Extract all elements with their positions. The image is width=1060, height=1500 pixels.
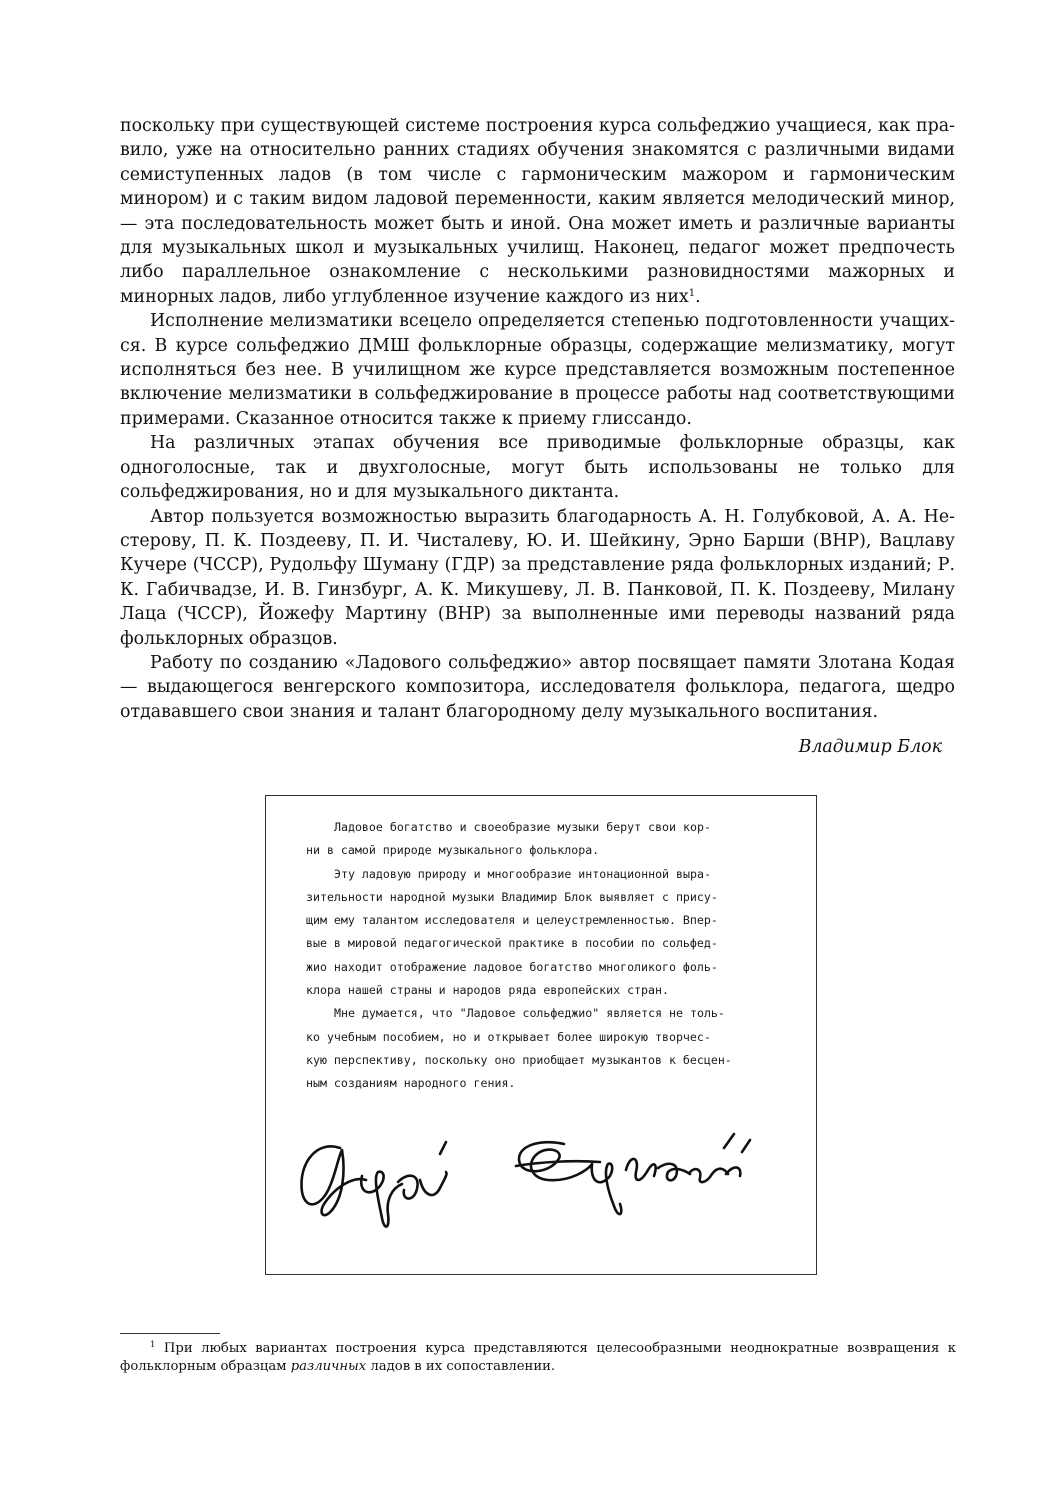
footnote-mark: 1 — [150, 1340, 156, 1350]
letter-line: кую перспективу, поскольку оно приобщает музыкантов к бесцен- — [306, 1052, 732, 1067]
footnote-text-end: ладов в их сопоставлении. — [366, 1358, 556, 1374]
letter-line: клора нашей страны и народов ряда европейских стран. — [306, 983, 669, 998]
letter-line: ни в самой природе музыкального фольклора. — [306, 843, 600, 858]
paragraph-1-text: поскольку при существующей системе построения курса сольфеджио учащиеся, как правило, уже на относительно ранних стадиях обучения знакомятся с различными видами семиступенных ладов (в том числе с гармоническим мажором и гармоническим минором) и с таким видом ладовой переменности, каким является мелодический минор, — эта последовательность может быть и иной. Она может иметь и различные варианты для музыкальных школ и музыкальных училищ. Наконец, педагог может предпочесть либо параллельное ознакомление с несколькими разновидностями мажорных и минорных ладов, либо углубленное изучение каждого из них — [120, 116, 955, 307]
footnote — [120, 1340, 956, 1375]
letter-line: зительности народной музыки Владимир Блок выявляет с прису- — [306, 889, 718, 904]
letter-facsimile — [265, 795, 817, 1275]
letter-line: ным созданиям народного гения. — [306, 1076, 516, 1091]
paragraph-2: Исполнение мелизматики всецело определяется степенью подготовленности учащихся. В курсе сольфеджио ДМШ фольклорные образцы, содержащие мелизматику, могут исполняться без нее. В училищном же курсе представляется возможным постепенное включение мелизматики в сольфеджирование в процессе работы над соответствующими примерами. Сказанное относится также к приему глиссандо. — [120, 311, 955, 429]
letter-text — [306, 816, 780, 1096]
paragraph-3: На различных этапах обучения все приводимые фольклорные образцы, как одноголосные, так и двухголосные, могут быть использованы не только для сольфеджирования, но и для музыкального диктанта. — [120, 433, 955, 503]
footnote-text: При любых вариантах построения курса представляются целесообразными неоднократные возвращения к фольклорным образцам — [120, 1341, 957, 1374]
letter-line: вые в мировой педагогической практике в пособии по сольфед- — [306, 936, 718, 951]
handwritten-signature — [288, 1114, 798, 1244]
letter-line: ко учебным пособием, но и открывает более широкую творчес- — [306, 1029, 711, 1044]
footnote-rule — [120, 1333, 220, 1334]
letter-line: Мне думается, что "Ладовое сольфеджио" является не толь- — [334, 1006, 725, 1021]
letter-line: Ладовое богатство и своеобразие музыки берут свои кор- — [334, 820, 711, 834]
footnote-ref[interactable]: 1 — [688, 287, 696, 299]
letter-line: Эту ладовую природу и многообразие интонационной выра- — [334, 866, 711, 881]
letter-line: щим ему талантом исследователя и целеустремленностью. Впер- — [306, 913, 718, 928]
footnote-emphasis: различных — [290, 1358, 367, 1374]
paragraph-4: Автор пользуется возможностью выразить благодарность А. Н. Голубковой, А. А. Нестерову, П. К. Поздееву, П. И. Чисталеву, Ю. И. Шейкину, Эрно Барши (ВНР), Вацлаву Кучере (ЧССР), Рудольфу Шуману (ГДР) за представление ряда фольклорных изданий; Р. К. Габичвадзе, И. В. Гинзбург, А. К. Микушеву, Л. В. Панковой, П. К. Поздееву, Милану Лаца (ЧССР), Йожефу Мартину (ВНР) за выполненные ими переводы названий ряда фольклорных образцов. — [120, 506, 955, 649]
paragraph-5: Работу по созданию «Ладового сольфеджио» автор посвящает памяти Злотана Кодая — выдающегося венгерского композитора, исследователя фольклора, педагога, щедро отдававшего свои знания и талант благородному делу музыкального воспитания. — [120, 652, 955, 722]
main-text — [120, 114, 955, 724]
letter-line: жио находит отображение ладовое богатство многоликого фоль- — [306, 959, 718, 974]
author-name: Владимир Блок — [798, 737, 942, 757]
paragraph-1: поскольку при существующей системе построения курса сольфеджио учащиеся, как правило, уже на относительно ранних стадиях обучения знакомятся с различными видами семиступенных ладов (в том числе с гармоническим мажором и гармоническим минором) и с таким видом ладовой переменности, каким является мелодический минор, — эта последовательность может быть и иной. Она может иметь и различные варианты для музыкальных школ и музыкальных училищ. Наконец, педагог может предпочесть либо параллельное ознакомление с несколькими разновидностями мажорных и минорных ладов, либо углубленное изучение каждого из них$^1$. — [120, 116, 955, 307]
